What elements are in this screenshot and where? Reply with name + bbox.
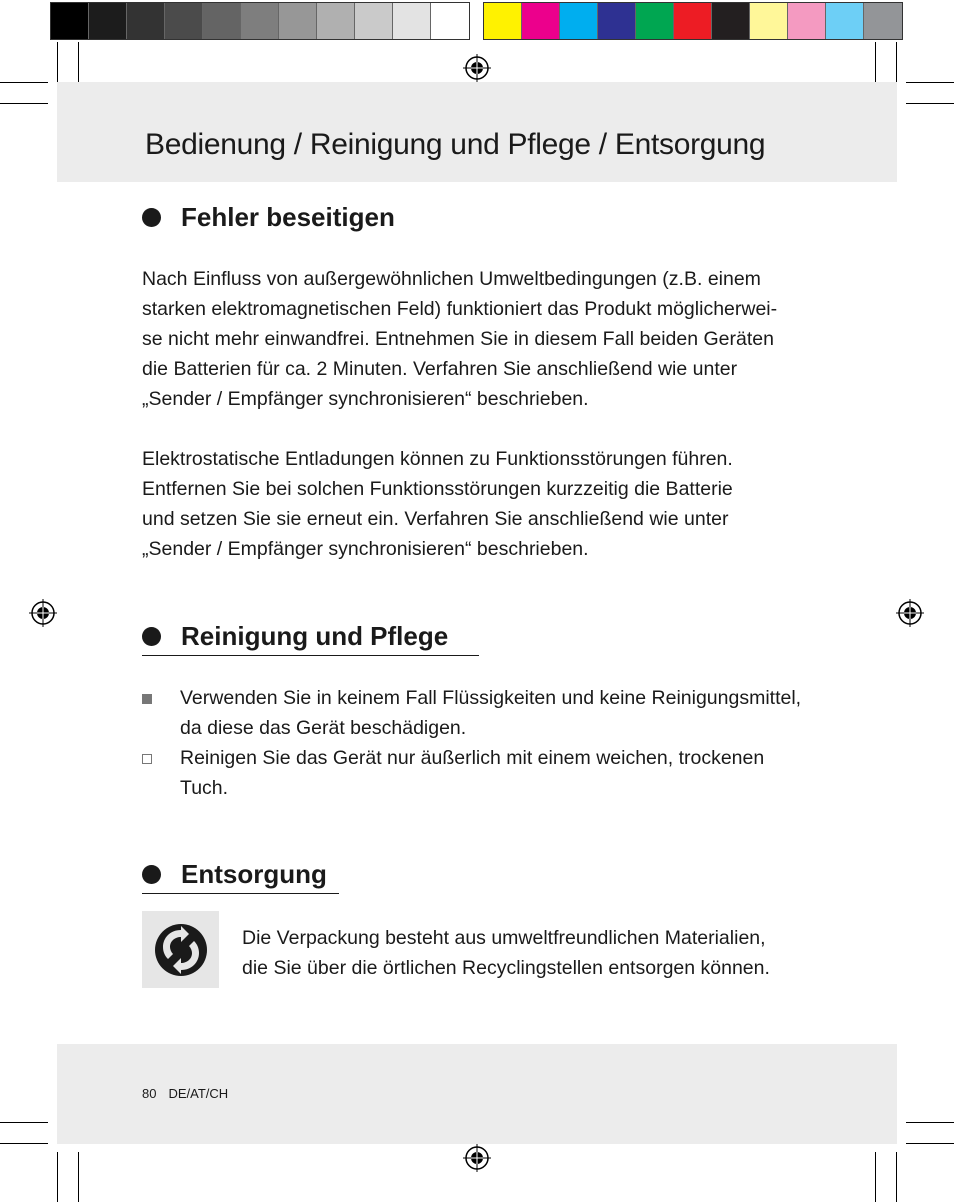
color-swatch xyxy=(636,3,674,39)
color-swatch xyxy=(484,3,522,39)
color-swatch xyxy=(317,3,355,39)
section-heading-entsorgung xyxy=(142,859,327,890)
registration-mark-left-icon xyxy=(28,598,58,628)
grayscale-color-bar xyxy=(50,2,470,40)
list-item-text: Verwenden Sie in keinem Fall Flüssigkeiten und keine Reinigungsmittel, da diese das Gerät beschädigen. xyxy=(180,687,802,739)
section-underline xyxy=(142,655,479,656)
section-title: Fehler beseitigen xyxy=(181,202,395,232)
section-title: Entsorgung xyxy=(181,859,327,889)
registration-mark-right-icon xyxy=(895,598,925,628)
color-swatch xyxy=(431,3,469,39)
color-swatch xyxy=(355,3,393,39)
bullet-dot-icon xyxy=(142,865,161,884)
color-swatch xyxy=(712,3,750,39)
color-swatch xyxy=(51,3,89,39)
color-swatch xyxy=(241,3,279,39)
registration-mark-bottom-icon xyxy=(462,1143,492,1173)
section-underline xyxy=(142,893,339,894)
registration-mark-top-icon xyxy=(462,53,492,83)
color-swatch xyxy=(788,3,826,39)
recycling-symbol-box xyxy=(142,911,219,988)
color-swatch xyxy=(89,3,127,39)
square-bullet-icon xyxy=(142,694,152,704)
color-swatch xyxy=(203,3,241,39)
paragraph: Elektrostatische Entladungen können zu Funktionsstörungen führen. Entfernen Sie bei solchen Funktionsstörungen kurzzeitig die Batterie und setzen Sie sie erneut ein. Verfahren Sie anschließend wie unter „Sender / Empfänger synchronisieren“ beschrieben. xyxy=(142,448,733,560)
list-item-text: Reinigen Sie das Gerät nur äußerlich mit einem weichen, trockenen Tuch. xyxy=(180,747,765,799)
green-dot-recycling-icon xyxy=(152,921,210,979)
color-swatch xyxy=(127,3,165,39)
page-footer xyxy=(142,1086,240,1101)
color-swatch xyxy=(750,3,788,39)
list-item xyxy=(142,683,830,743)
locale-label: DE/AT/CH xyxy=(168,1086,229,1101)
process-color-bar xyxy=(483,2,903,40)
color-swatch xyxy=(674,3,712,39)
color-swatch xyxy=(165,3,203,39)
color-swatch xyxy=(393,3,431,39)
bullet-dot-icon xyxy=(142,627,161,646)
checkbox-bullet-icon xyxy=(142,754,152,764)
list-item xyxy=(142,743,830,803)
color-swatch xyxy=(560,3,598,39)
paragraph: Nach Einfluss von außergewöhnlichen Umweltbedingungen (z.B. einem starken elektromagnetischen Feld) funktioniert das Produkt möglicherwei- se nicht mehr einwandfrei. Entnehmen Sie in diesem Fall beiden Geräten die Batterien für ca. 2 Minuten. Verfahren Sie anschließend wie unter „Sender / Empfänger synchronisieren“ beschrieben. xyxy=(142,268,778,410)
section-heading-fehler xyxy=(142,202,395,233)
color-swatch xyxy=(598,3,636,39)
color-swatch xyxy=(522,3,560,39)
page-title: Bedienung / Reinigung und Pflege / Entsorgung xyxy=(145,128,766,161)
color-swatch xyxy=(826,3,864,39)
section-title: Reinigung und Pflege xyxy=(181,621,449,651)
color-swatch xyxy=(864,3,902,39)
bullet-dot-icon xyxy=(142,208,161,227)
color-swatch xyxy=(279,3,317,39)
page-number: 80 xyxy=(142,1086,157,1101)
section-heading-reinigung xyxy=(142,621,448,652)
disposal-text: Die Verpackung besteht aus umweltfreundlichen Materialien, die Sie über die örtlichen Recyclingstellen entsorgen können. xyxy=(242,927,770,979)
